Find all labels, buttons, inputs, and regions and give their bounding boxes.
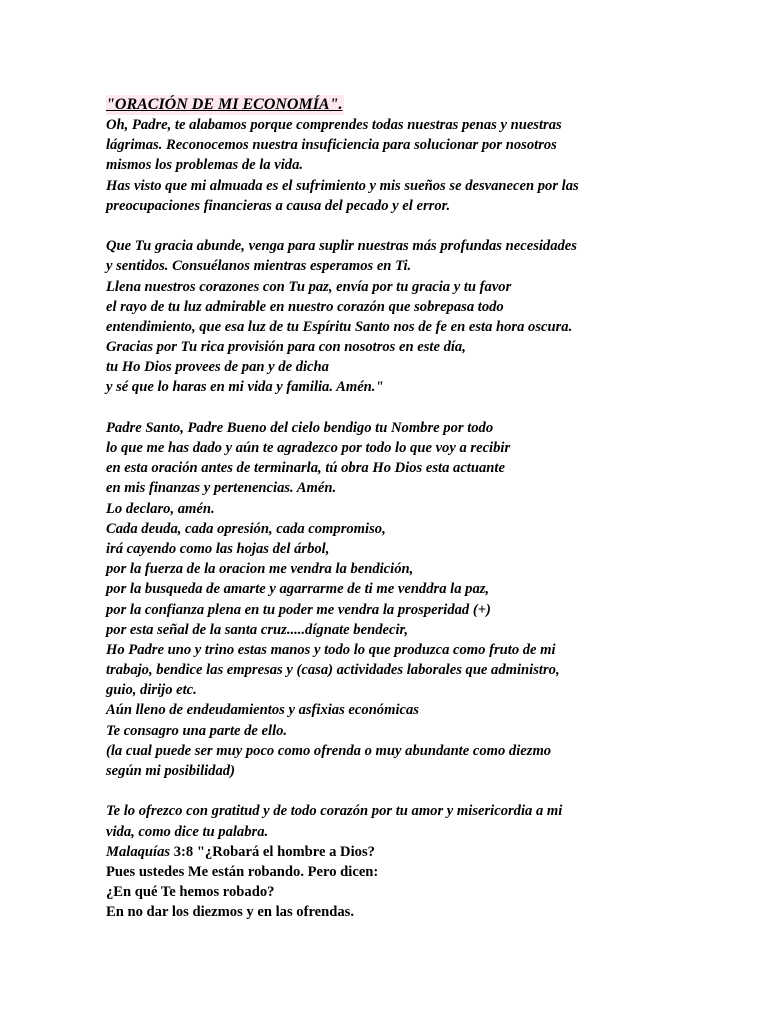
text-line: en mis finanzas y pertenencias. Amén. [106,480,337,497]
text-line: Lo declaro, amén. [106,500,215,517]
scripture-book: Malaquías [106,843,171,860]
text-line: el rayo de tu luz admirable en nuestro corazón que sobrepasa todo [106,298,504,315]
scripture-quote [106,842,746,923]
scripture-verse: 3:8 "¿Robará el hombre a Dios? [170,843,375,860]
text-line: según mi posibilidad) [106,763,235,779]
text-line: por la confianza plena en tu poder me vendra la prosperidad (+) [106,601,491,618]
text-line: por la busqueda de amarte y agarrarme de ti me venddra la paz, [106,581,490,598]
text-line: vida, como dice tu palabra. [106,823,269,840]
text-line: Padre Santo, Padre Bueno del cielo bendigo tu Nombre por todo [106,419,494,436]
paragraph-spacer [106,398,746,418]
paragraph [106,418,746,781]
text-line: irá cayendo como las hojas del árbol, [106,540,330,557]
text-line: tu Ho Dios provees de pan y de dicha [106,359,329,376]
document-page [106,95,746,923]
scripture-line: ¿En qué Te hemos robado? [106,884,275,901]
paragraph-spacer [106,781,746,801]
text-line: lo que me has dado y aún te agradezco por todo lo que voy a recibir [106,440,511,456]
scripture-line: Pues ustedes Me están robando. Pero dicen: [106,863,379,880]
scripture-reference-line [106,842,746,862]
text-line: Aún lleno de endeudamientos y asfixias económicas [106,702,419,719]
paragraph [106,801,746,841]
text-line: entendimiento, que esa luz de tu Espíritu Santo nos de fe en esta hora oscura. [106,318,573,335]
text-line: lágrimas. Reconocemos nuestra insuficiencia para solucionar por nosotros [106,137,557,154]
text-line: Gracias por Tu rica provisión para con nosotros en este día, [106,339,466,356]
document-title: "ORACIÓN DE MI ECONOMÍA". [106,96,343,113]
text-line: por esta señal de la santa cruz.....dígnate bendecir, [106,621,409,638]
text-line: Te consagro una parte de ello. [106,722,288,739]
scripture-line: En no dar los diezmos y en las ofrendas. [106,904,354,921]
text-line: y sentidos. Consuélanos mientras esperamos en Ti. [106,258,412,275]
text-line: mismos los problemas de la vida. [106,157,304,174]
paragraph-spacer [106,216,746,236]
text-line: trabajo, bendice las empresas y (casa) actividades laborales que administro, [106,662,560,679]
text-line: y sé que lo haras en mi vida y familia. Amén." [106,379,384,396]
text-line: en esta oración antes de terminarla, tú obra Ho Dios esta actuante [106,460,505,477]
paragraph [106,115,746,216]
text-line: Te lo ofrezco con gratitud y de todo corazón por tu amor y misericordia a mi [106,803,563,820]
text-line: Ho Padre uno y trino estas manos y todo lo que produzca como fruto de mi [106,641,556,658]
text-line: Oh, Padre, te alabamos porque comprendes todas nuestras penas y nuestras [106,117,562,133]
document-body [106,115,746,923]
text-line: Llena nuestros corazones con Tu paz, envía por tu gracia y tu favor [106,278,512,295]
text-line: Que Tu gracia abunde, venga para suplir nuestras más profundas necesidades [106,238,577,255]
text-line: Has visto que mi almuada es el sufrimiento y mis sueños se desvanecen por las [106,177,579,194]
text-line: por la fuerza de la oracion me vendra la bendición, [106,561,414,578]
text-line: preocupaciones financieras a causa del pecado y el error. [106,197,451,214]
text-line: Cada deuda, cada opresión, cada compromiso, [106,520,386,537]
paragraph [106,236,746,398]
text-line: guio, dirijo etc. [106,682,197,699]
text-line: (la cual puede ser muy poco como ofrenda o muy abundante como diezmo [106,742,552,759]
